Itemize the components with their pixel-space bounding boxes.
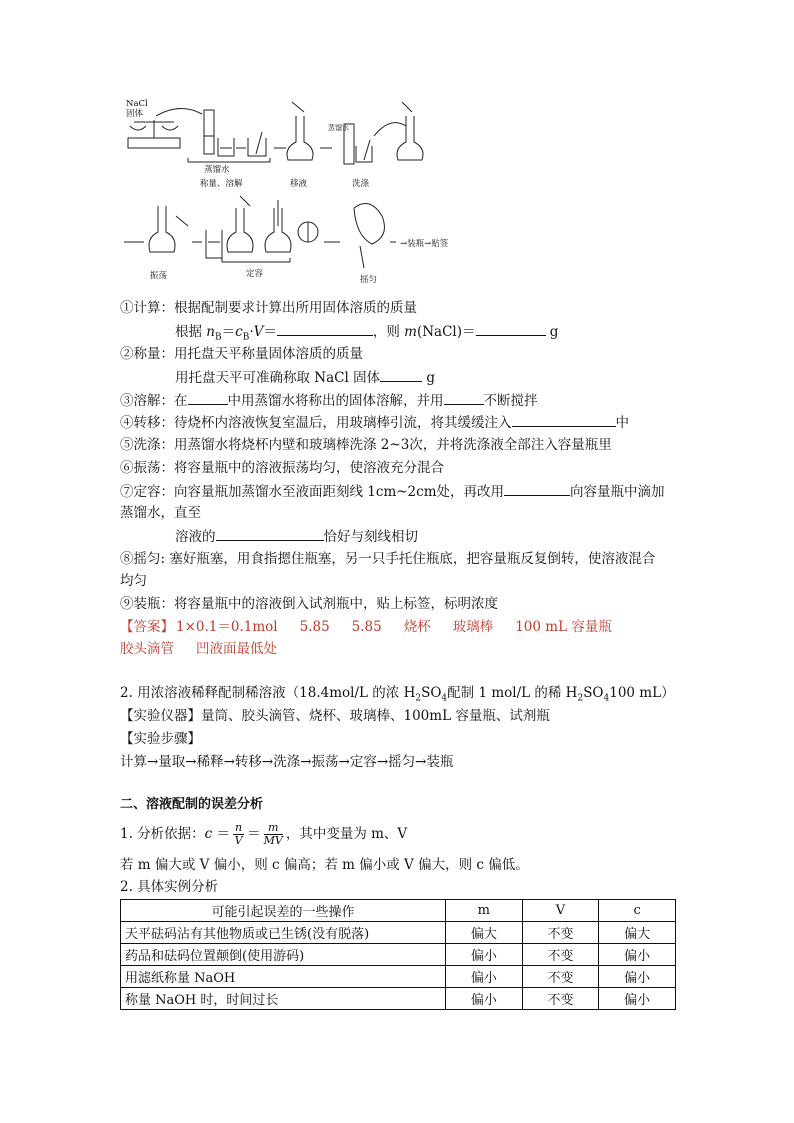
table-cell: 偏小 — [446, 988, 523, 1010]
section2-basis: 1. 分析依据：c ＝ $\frac{n}{V}$ ＝ $\frac{m}{MV}$ ，其中变量为 m、V — [120, 821, 408, 847]
fig-label-weigh: 称量、溶解 — [200, 179, 243, 189]
table-cell: 用滤纸称量 NaOH — [121, 966, 446, 988]
answer-line-2: 胶头滴管 凹液面最低处 — [120, 641, 277, 657]
table-cell: 偏小 — [446, 944, 523, 966]
table-cell: 药品和砝码位置颠倒(使用游码) — [121, 944, 446, 966]
table-cell: 偏小 — [446, 966, 523, 988]
step-3: ③溶解：在 中用蒸馏水将称出的固体溶解，并用 不断搅拌 — [120, 390, 538, 411]
table-header: V — [522, 900, 599, 922]
step-9: ⑨装瓶：将容量瓶中的溶液倒入试剂瓶中，贴上标签，标明浓度 — [120, 596, 498, 612]
step-5: ⑤洗涤：用蒸馏水将烧杯内壁和玻璃棒洗涤 2~3次，并将洗涤液全部注入容量瓶里 — [120, 437, 612, 453]
table-cell: 不变 — [522, 988, 599, 1010]
table-header: c — [599, 900, 676, 922]
part2-instruments: 【实验仪器】量筒、胶头滴管、烧杯、玻璃棒、100mL 容量瓶、试剂瓶 — [120, 708, 550, 724]
fig-label-mix: 摇匀 — [360, 275, 378, 285]
step-7c: 溶液的 恰好与刻线相切 — [175, 526, 418, 547]
volumetric-flask-icon — [149, 206, 188, 252]
step-2: ②称量：用托盘天平称量固体溶质的质量 — [120, 346, 363, 362]
fig-label-fix: 定容 — [246, 269, 264, 279]
step-8b: 均匀 — [120, 573, 147, 589]
step-7: ⑦定容：向容量瓶加蒸馏水至液面距刻线 1cm~2cm处，再改用 向容量瓶中滴加 — [120, 481, 665, 502]
step-7b: 蒸馏水，直至 — [120, 505, 201, 521]
part2-title: 2. 用浓溶液稀释配制稀溶液（18.4mol/L 的浓 $H_2SO_4$配制 1 mol/L 的稀 $H_2SO_4100$ mL） — [120, 685, 675, 704]
step-6: ⑥振荡：将容量瓶中的溶液振荡均匀，使溶液充分混合 — [120, 460, 444, 476]
table-cell: 天平砝码沾有其他物质或已生锈(没有脱落) — [121, 922, 446, 944]
invert-flask-icon — [354, 204, 384, 269]
fig-label-bottle: →装瓶→贴签 — [400, 239, 449, 249]
beaker-rod-icon — [248, 132, 266, 156]
fig-label-water-v: 蒸馏水 — [328, 124, 349, 132]
table-cell: 偏大 — [446, 922, 523, 944]
step-1b: 根据 $n_B=c_B\cdot V=$ ，则 m(NaCl)＝ g — [175, 321, 558, 348]
volumetric-flask-icon — [287, 102, 313, 160]
table-cell: 偏小 — [599, 944, 676, 966]
step-2b: 用托盘天平可准确称取 NaCl 固体 g — [175, 367, 435, 388]
cylinder-icon — [204, 110, 214, 154]
fig-label-water: 蒸馏水 — [204, 165, 230, 175]
section2-rule: 若 m 偏大或 V 偏小，则 c 偏高；若 m 偏小或 V 偏大，则 c 偏低。 — [120, 857, 529, 873]
step-1: ①计算：根据配制要求计算出所用固体溶质的质量 — [120, 300, 417, 316]
table-row — [121, 988, 676, 1010]
table-row — [121, 944, 676, 966]
apparatus-figure — [120, 96, 480, 296]
fig-label-shake: 振荡 — [150, 271, 168, 281]
fig-label-transfer: 移液 — [290, 179, 308, 189]
balance-icon — [128, 120, 180, 148]
table-row — [121, 922, 676, 944]
table-cell: 称量 NaOH 时，时间过长 — [121, 988, 446, 1010]
error-analysis-table — [120, 899, 676, 1010]
table-cell: 偏小 — [599, 988, 676, 1010]
beaker-icon — [206, 230, 222, 258]
section2-heading: 二、溶液配制的误差分析 — [120, 797, 264, 812]
table-header: 可能引起误差的一些操作 — [121, 900, 446, 922]
table-row — [121, 966, 676, 988]
section2-example: 2. 具体实例分析 — [120, 879, 219, 895]
fig-label-nacl: NaCl — [126, 99, 148, 109]
part2-steps-label: 【实验步骤】 — [120, 731, 201, 747]
dropper-icon — [265, 200, 291, 252]
beaker-icon — [218, 138, 234, 156]
arrow-icon — [156, 108, 202, 116]
table-cell: 不变 — [522, 922, 599, 944]
table-cell: 不变 — [522, 944, 599, 966]
volumetric-flask-icon — [397, 102, 423, 160]
table-cell: 不变 — [522, 966, 599, 988]
fig-label-wash: 洗涤 — [352, 179, 370, 189]
table-cell: 偏小 — [599, 966, 676, 988]
arrow-icon — [374, 123, 406, 136]
step-4: ④转移：待烧杯内溶液恢复室温后，用玻璃棒引流，将其缓缓注入 中 — [120, 412, 629, 433]
step-8: ⑧摇匀: 塞好瓶塞，用食指摁住瓶塞，另一只手托住瓶底，把容量瓶反复倒转，使溶液混合 — [120, 551, 656, 567]
volumetric-flask-icon — [227, 196, 253, 252]
fig-label-solid: 固体 — [126, 109, 144, 119]
table-header: m — [446, 900, 523, 922]
answer-line-1: 【答案】 1×0.1＝0.1mol 5.85 5.85 烧杯 玻璃棒 100 mL 容量瓶 — [120, 619, 612, 635]
magnifier-icon — [298, 222, 318, 242]
table-header-row — [121, 900, 676, 922]
part2-steps: 计算→量取→稀释→转移→洗涤→振荡→定容→摇匀→装瓶 — [120, 754, 454, 770]
table-cell: 偏大 — [599, 922, 676, 944]
